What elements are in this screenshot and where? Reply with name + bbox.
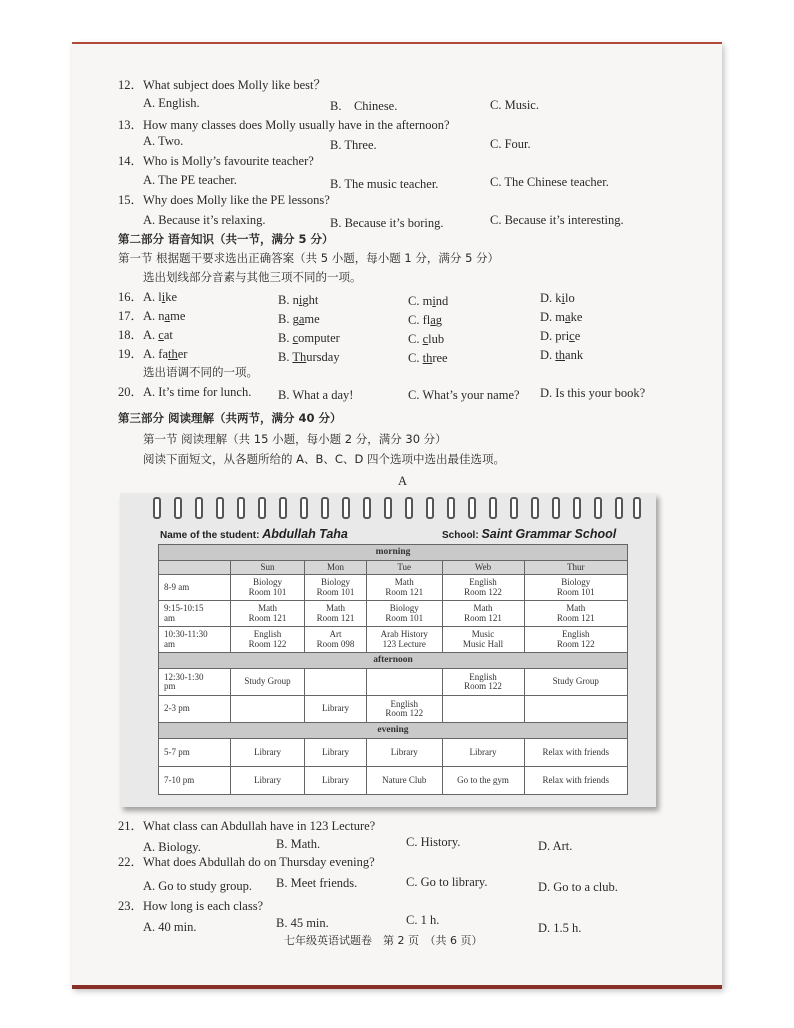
- day-header: Thur: [524, 561, 627, 575]
- part2-instruction1: 选出划线部分音素与其他三项不同的一项。: [143, 270, 362, 284]
- q12-option-c: C. Music.: [490, 98, 539, 112]
- q16-option-c: C. mind: [408, 294, 449, 308]
- q23-option-d: D. 1.5 h.: [538, 921, 582, 935]
- student-name-row: Name of the student: Abdullah Taha: [160, 527, 348, 541]
- schedule-cell: Library: [366, 739, 442, 767]
- q17-option-a: 17．A. name: [118, 309, 186, 323]
- schedule-cell: Math Room 121: [524, 601, 627, 627]
- q21-option-c: C. History.: [406, 835, 461, 849]
- schedule-cell: Biology Room 101: [305, 575, 367, 601]
- q16-option-d: D. kilo: [540, 291, 575, 305]
- section-morning: morning: [159, 545, 628, 561]
- time-cell: 8-9 am: [159, 575, 231, 601]
- q18-option-d: D. price: [540, 329, 581, 343]
- q13-option-c: C. Four.: [490, 137, 531, 151]
- schedule-cell: Relax with friends: [524, 767, 627, 795]
- q19-option-b: B. Thursday: [278, 350, 340, 364]
- q14-option-c: C. The Chinese teacher.: [490, 175, 609, 189]
- q17-option-b: B. game: [278, 312, 320, 326]
- part2-title: 第二部分 语音知识（共一节，满分 5 分）: [118, 232, 334, 246]
- q15-option-a: A. Because it’s relaxing.: [143, 213, 266, 227]
- part3-instruction: 阅读下面短文，从各题所给的 A、B、C、D 四个选项中选出最佳选项。: [143, 452, 505, 466]
- q20-option-b: B. What a day!: [278, 388, 354, 402]
- q14-option-b: B. The music teacher.: [330, 177, 439, 191]
- q15-option-b: B. Because it’s boring.: [330, 216, 444, 230]
- time-cell: 10:30-11:30 am: [159, 627, 231, 653]
- q22-option-a: A. Go to study group.: [143, 879, 253, 893]
- schedule-cell: [442, 696, 524, 723]
- time-cell: 7-10 pm: [159, 767, 231, 795]
- part2-instruction2: 选出语调不同的一项。: [143, 365, 258, 379]
- q13-option-b: B. Three.: [330, 138, 377, 152]
- schedule-cell: [305, 669, 367, 696]
- part2-section1: 第一节 根据题干要求选出正确答案（共 5 小题，每小题 1 分，满分 5 分）: [118, 251, 500, 265]
- q17-option-d: D. make: [540, 310, 583, 324]
- q19-option-a: 19．A. father: [118, 347, 188, 361]
- paper-edge: [72, 985, 722, 989]
- q22-option-b: B. Meet friends.: [276, 876, 358, 890]
- q22-stem: 22．What does Abdullah do on Thursday evening?: [118, 855, 375, 869]
- q16-option-a: 16．A. like: [118, 290, 178, 304]
- schedule-cell: Biology Room 101: [524, 575, 627, 601]
- q21-option-b: B. Math.: [276, 837, 321, 851]
- schedule-cell: Library: [231, 767, 305, 795]
- q18-option-c: C. club: [408, 332, 445, 346]
- q20-option-c: C. What’s your name?: [408, 388, 520, 402]
- day-header: Sun: [231, 561, 305, 575]
- schedule-cell: Art Room 098: [305, 627, 367, 653]
- day-header: Mon: [305, 561, 367, 575]
- passage-label: A: [398, 474, 408, 488]
- q15-stem: 15．Why does Molly like the PE lessons?: [118, 193, 330, 207]
- page-footer: 七年级英语试题卷 第 2 页 （共 6 页）: [284, 934, 483, 947]
- q18-option-b: B. computer: [278, 331, 340, 345]
- q23-option-c: C. 1 h.: [406, 913, 440, 927]
- student-name: Abdullah Taha: [262, 527, 348, 541]
- schedule-cell: Math Room 121: [305, 601, 367, 627]
- q12-stem: 12．What subject does Molly like best？: [118, 78, 326, 92]
- schedule-cell: Relax with friends: [524, 739, 627, 767]
- q18-option-a: 18．A. cat: [118, 328, 173, 342]
- q15-option-c: C. Because it’s interesting.: [490, 213, 624, 227]
- section-evening: evening: [159, 723, 628, 739]
- q21-option-d: D. Art.: [538, 839, 573, 853]
- schedule-cell: English Room 122: [524, 627, 627, 653]
- spiral-binding: [153, 497, 639, 519]
- q13-stem: 13．How many classes does Molly usually have in the afternoon?: [118, 118, 450, 132]
- time-header: [159, 561, 231, 575]
- q19-option-d: D. thank: [540, 348, 584, 362]
- q22-option-c: C. Go to library.: [406, 875, 488, 889]
- schedule-cell: English Room 122: [231, 627, 305, 653]
- time-cell: 9:15-10:15 am: [159, 601, 231, 627]
- q13-option-a: A. Two.: [143, 134, 184, 148]
- q23-option-a: A. 40 min.: [143, 920, 197, 934]
- part3-section1: 第一节 阅读理解（共 15 小题，每小题 2 分，满分 30 分）: [143, 432, 447, 446]
- q21-option-a: A. Biology.: [143, 840, 201, 854]
- q23-stem: 23．How long is each class?: [118, 899, 264, 913]
- time-cell: 2-3 pm: [159, 696, 231, 723]
- time-cell: 5-7 pm: [159, 739, 231, 767]
- schedule-cell: Math Room 121: [366, 575, 442, 601]
- q14-stem: 14．Who is Molly’s favourite teacher?: [118, 154, 314, 168]
- q12-option-a: A. English.: [143, 96, 200, 110]
- q14-option-a: A. The PE teacher.: [143, 173, 237, 187]
- schedule-cell: Study Group: [231, 669, 305, 696]
- schedule-cell: Nature Club: [366, 767, 442, 795]
- q19-option-c: C. three: [408, 351, 448, 365]
- part3-title: 第三部分 阅读理解（共两节，满分 40 分）: [118, 411, 342, 425]
- schedule-cell: Biology Room 101: [231, 575, 305, 601]
- schedule-cell: Library: [305, 696, 367, 723]
- schedule-cell: [524, 696, 627, 723]
- schedule-cell: Study Group: [524, 669, 627, 696]
- q20-option-d: D. Is this your book?: [540, 386, 646, 400]
- q17-option-c: C. flag: [408, 313, 443, 327]
- schedule-cell: Music Music Hall: [442, 627, 524, 653]
- q12-option-b: B. Chinese.: [330, 99, 398, 113]
- schedule-cell: Arab History 123 Lecture: [366, 627, 442, 653]
- school-row: School: Saint Grammar School: [442, 527, 617, 541]
- time-cell: 12:30-1:30 pm: [159, 669, 231, 696]
- day-header: Web: [442, 561, 524, 575]
- schedule-cell: [231, 696, 305, 723]
- schedule-cell: English Room 122: [442, 669, 524, 696]
- schedule-cell: [366, 669, 442, 696]
- schedule-cell: Library: [305, 767, 367, 795]
- schedule-cell: Go to the gym: [442, 767, 524, 795]
- q16-option-b: B. night: [278, 293, 319, 307]
- schedule-cell: Math Room 121: [231, 601, 305, 627]
- schedule-cell: Library: [442, 739, 524, 767]
- schedule-cell: Library: [305, 739, 367, 767]
- schedule-cell: English Room 122: [366, 696, 442, 723]
- day-header: Tue: [366, 561, 442, 575]
- schedule-cell: Biology Room 101: [366, 601, 442, 627]
- school-name: Saint Grammar School: [481, 527, 617, 541]
- q21-stem: 21．What class can Abdullah have in 123 Lecture?: [118, 819, 376, 833]
- class-timetable: [158, 544, 628, 795]
- section-afternoon: afternoon: [159, 653, 628, 669]
- q20-option-a: 20．A. It’s time for lunch.: [118, 385, 252, 399]
- schedule-cell: Math Room 121: [442, 601, 524, 627]
- schedule-cell: English Room 122: [442, 575, 524, 601]
- q22-option-d: D. Go to a club.: [538, 880, 618, 894]
- q23-option-b: B. 45 min.: [276, 916, 329, 930]
- schedule-cell: Library: [231, 739, 305, 767]
